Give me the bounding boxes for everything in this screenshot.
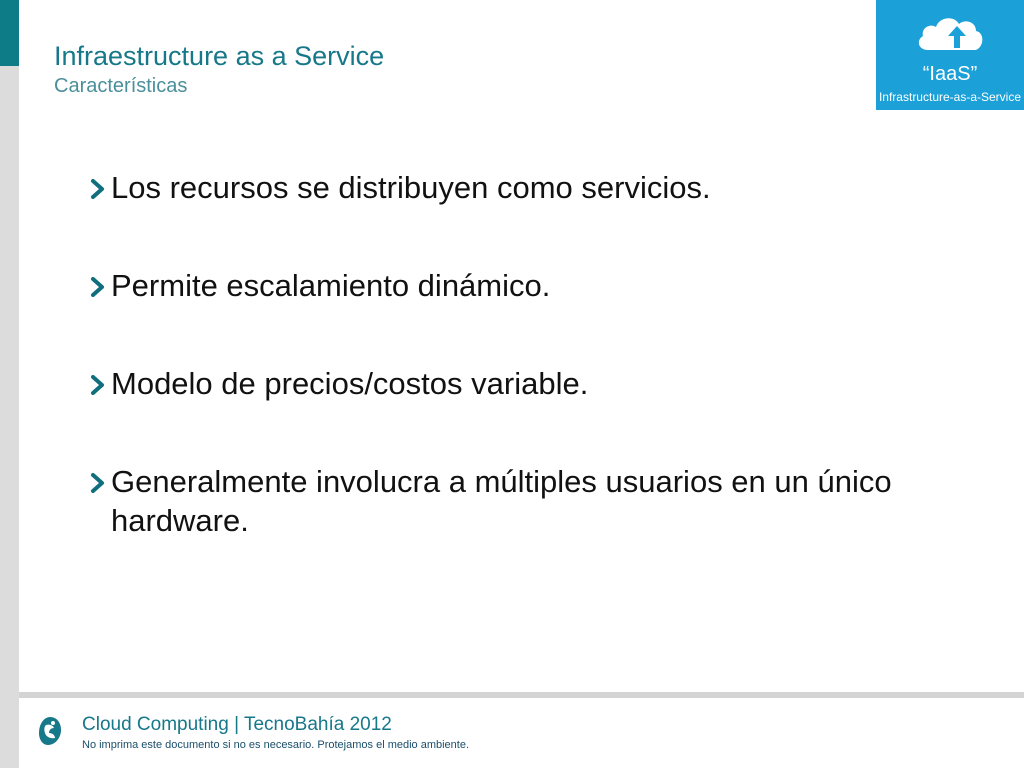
bullet-text: Generalmente involucra a múltiples usuarios en un único hardware.	[111, 464, 892, 538]
footer-title: Cloud Computing | TecnoBahía 2012	[82, 714, 392, 735]
badge-title: “IaaS”	[922, 63, 978, 85]
chevron-right-icon	[90, 277, 106, 297]
tecnobahia-logo-icon	[38, 716, 62, 746]
chevron-right-icon	[90, 375, 106, 395]
left-side-bar	[0, 0, 19, 768]
footer-note: No imprima este documento si no es necesario. Protejamos el medio ambiente.	[82, 739, 470, 751]
slide-title: Infraestructure as a Service	[54, 41, 385, 71]
badge-subtitle: Infrastructure-as-a-Service	[878, 90, 1022, 104]
left-accent-block	[0, 0, 19, 66]
bullet-item	[88, 364, 908, 403]
cloud-upload-icon	[914, 12, 986, 52]
bullet-text: Los recursos se distribuyen como servicios.	[111, 170, 711, 205]
footer-divider	[19, 692, 1024, 698]
bullet-text: Permite escalamiento dinámico.	[111, 268, 551, 303]
iaas-badge	[876, 0, 1024, 110]
bullet-list	[88, 168, 908, 599]
chevron-right-icon	[90, 179, 106, 199]
bullet-text: Modelo de precios/costos variable.	[111, 366, 589, 401]
bullet-item	[88, 168, 908, 207]
bullet-item	[88, 462, 908, 540]
slide-subtitle: Características	[54, 75, 188, 97]
bullet-item	[88, 266, 908, 305]
chevron-right-icon	[90, 473, 106, 493]
